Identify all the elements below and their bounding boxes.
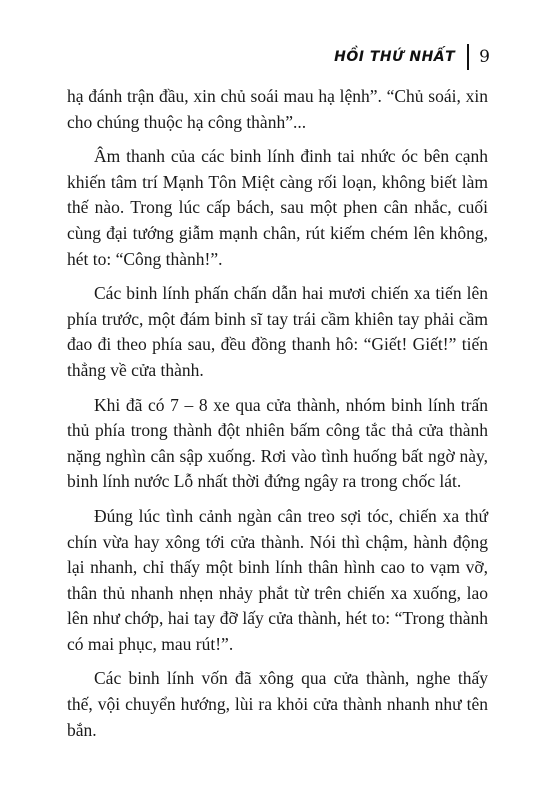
paragraph-3: Các binh lính phấn chấn dẫn hai mươi chiến xa tiến lên phía trước, một đám binh sĩ tay trái cầm khiên tay phải cầm đao đi theo phía sau, đều đồng thanh hô: “Giết! Giết!” tiến thẳng về cửa thành. [67, 283, 488, 380]
body-text [67, 84, 488, 752]
page-number: 9 [479, 47, 490, 67]
paragraph-6: Các binh lính vốn đã xông qua cửa thành, nghe thấy thế, vội chuyển hướng, lùi ra khỏi cửa thành nhanh như tên bắn. [67, 668, 488, 740]
paragraph-2: Âm thanh của các binh lính đinh tai nhức óc bên cạnh khiến tâm trí Mạnh Tôn Miệt càng rối loạn, không biết làm thế nào. Trong lúc cấp bách, sau một phen cân nhắc, cuối cùng đại tướng giẫm mạnh chân, rút kiếm chém lên không, hét to: “Công thành!”. [67, 146, 488, 269]
running-header [334, 42, 490, 72]
header-divider [467, 44, 469, 70]
paragraph-1: hạ đánh trận đầu, xin chủ soái mau hạ lệnh”. “Chủ soái, xin cho chúng thuộc hạ công thành”... [67, 86, 488, 132]
paragraph-5: Đúng lúc tình cảnh ngàn cân treo sợi tóc, chiến xa thứ chín vừa hay xông tới cửa thành. Nói thì chậm, hành động lại nhanh, chỉ thấy một binh lính thân hình cao to vạm vỡ, thân thủ nhanh nhẹn nhảy phắt từ trên chiến xa xuống, lao lên như chớp, hai tay đỡ lấy cửa thành, hét to: “Trong thành có mai phục, mau rút!”. [67, 505, 488, 654]
paragraph-4: Khi đã có 7 – 8 xe qua cửa thành, nhóm binh lính trấn thủ phía trong thành đột nhiên bấm công tắc thả cửa thành nặng nghìn cân sập xuống. Rơi vào tình huống bất ngờ này, binh lính nước Lỗ nhất thời đứng ngây ra trong chốc lát. [67, 394, 488, 492]
chapter-title: HỒI THỨ NHẤT [334, 49, 456, 65]
